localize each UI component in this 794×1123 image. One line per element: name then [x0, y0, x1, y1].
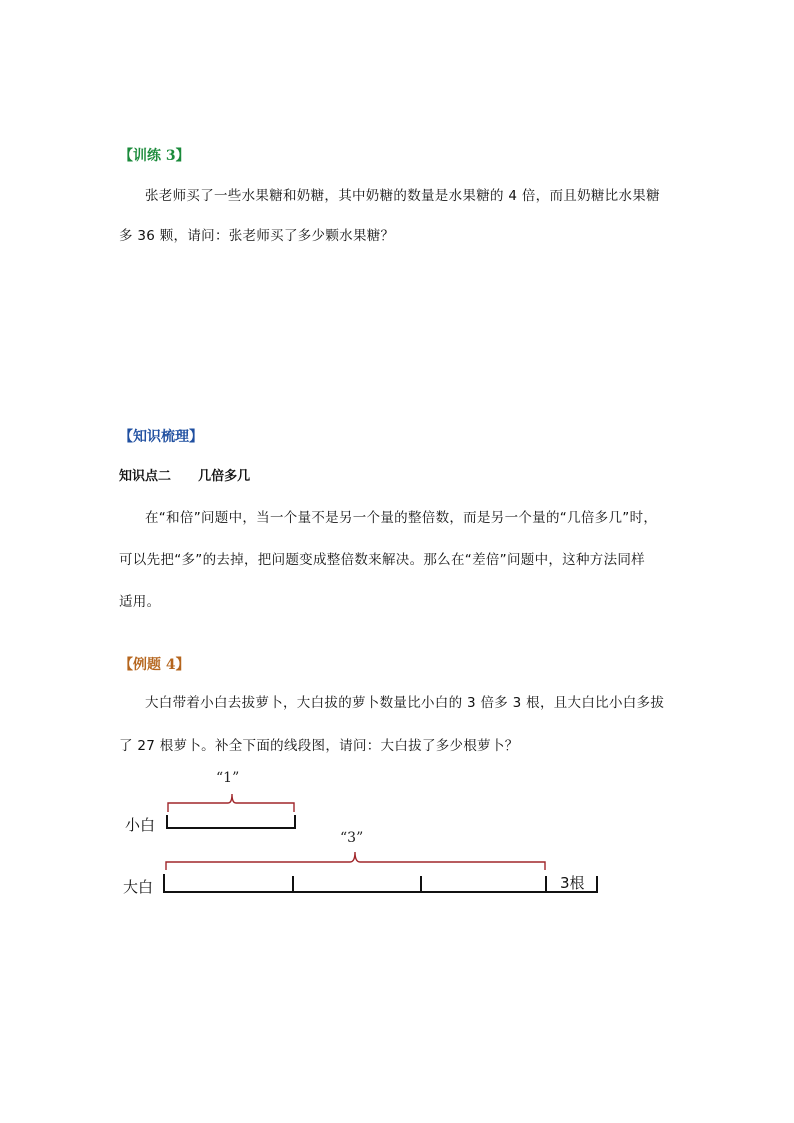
extra-label: 3根 — [560, 874, 585, 892]
big-segment — [164, 874, 597, 893]
knowledge-line2: 可以先把“多”的去掉，把问题变成整倍数来解决。那么在“差倍”问题中，这种方法同样 — [119, 552, 645, 568]
training3-line2: 多 36 颗，请问：张老师买了多少颗水果糖？ — [119, 228, 395, 244]
big-label: 大白 — [123, 878, 154, 896]
small-brace — [168, 794, 294, 812]
training3-line1: 张老师买了一些水果糖和奶糖，其中奶糖的数量是水果糖的 4 倍，而且奶糖比水果糖 — [145, 188, 660, 204]
big-brace-label: “3” — [340, 830, 364, 846]
knowledge-point-title: 知识点二 几倍多几 — [119, 469, 251, 484]
knowledge-line1: 在“和倍”问题中，当一个量不是另一个量的整倍数，而是另一个量的“几倍多几”时， — [145, 510, 658, 526]
small-segment — [167, 815, 295, 829]
example4-line2: 了 27 根萝卜。补全下面的线段图，请问：大白拔了多少根萝卜？ — [119, 738, 519, 754]
knowledge-title: 【知识梳理】 — [119, 429, 203, 445]
small-label: 小白 — [125, 816, 156, 834]
example4-line1: 大白带着小白去拔萝卜，大白拔的萝卜数量比小白的 3 倍多 3 根，且大白比小白多拔 — [145, 695, 665, 711]
small-brace-label: “1” — [216, 770, 240, 786]
example4-title: 【例题 4】 — [119, 657, 190, 673]
knowledge-line3: 适用。 — [119, 594, 161, 610]
training3-title: 【训练 3】 — [119, 148, 190, 164]
big-brace — [166, 852, 545, 870]
